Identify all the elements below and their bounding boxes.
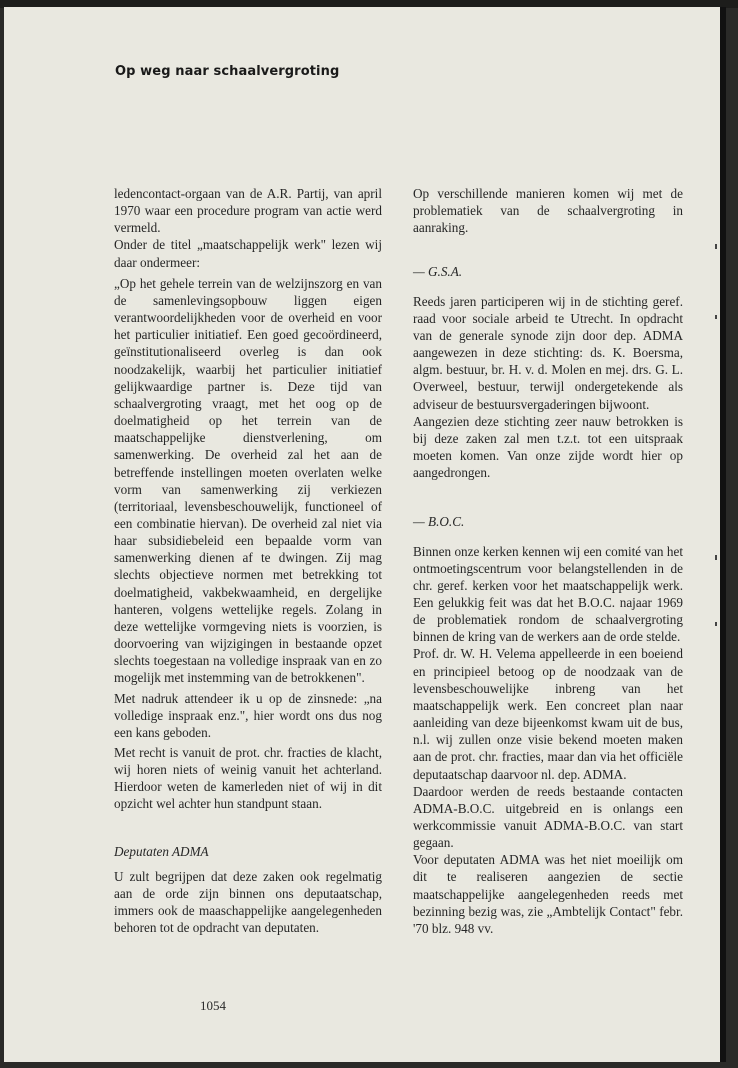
scan-speck — [715, 315, 717, 319]
scan-speck — [715, 555, 717, 560]
paragraph: Onder de titel „maatschappelijk werk" lezen wij daar ondermeer: — [114, 237, 382, 270]
paragraph: Met nadruk attendeer ik u op de zinsnede: „na volledige inspraak enz.", hier wordt ons dus nog een kans geboden. — [114, 690, 382, 740]
scan-speck — [715, 622, 717, 626]
quote-paragraph: „Op het gehele terrein van de welzijnszorg en van de samenlevingsopbouw liggen eigen verantwoordelijkheden voor de overheid en voor het particulier initiatief. Een goed gecoördineerd, geïnstitutionaliseerd overleg is dan ook noodzakelijk, waarbij het particulier initiatief gelijkwaardige partner is. Deze tijd van schaalvergroting vraagt, met het oog op de doelmatigheid op het terrein van de maatschappelijke dienstverlening, om samenwerking. De overheid zal het aan de betreffende instellingen moeten overlaten welke vorm van samenwerking zij verkiezen (territoriaal, levensbeschouwelijk, functioneel of een combinatie hiervan). De overheid zal niet via haar subsidiebeleid een bepaalde vorm van samenwerking dienen af te dwingen. Zij mag slechts objectieve normen met betrekking tot doelmatigheid, vakbekwaamheid, en dergelijke hanteren, volgens wettelijke regels. Zolang in deze wettelijke vormgeving niets is voorzien, is doorvoering van wijzigingen in bestaande opzet slechts toegestaan na volledige inspraak van en zo mogelijk met instemming van de betrokkenen". — [114, 275, 382, 686]
paragraph: Daardoor werden de reeds bestaande contacten ADMA-B.O.C. uitgebreid en is onlangs een werkcommissie vanuit ADMA-B.O.C. van start gegaan. — [413, 783, 683, 851]
left-column — [114, 185, 382, 936]
paragraph: Op verschillende manieren komen wij met de problematiek van de schaalvergroting in aanraking. — [413, 186, 683, 236]
section-heading-gsa: — G.S.A. — [413, 264, 463, 280]
page-number: 1054 — [200, 998, 226, 1013]
paragraph: ledencontact-orgaan van de A.R. Partij, van april 1970 waar een procedure program van actie werd vermeld. — [114, 186, 382, 236]
scan-speck — [715, 244, 717, 249]
paragraph: Met recht is vanuit de prot. chr. fracties de klacht, wij horen niets of weinig vanuit het achterland. Hierdoor weten de kamerleden niet of wij in dit opzicht wel achter hun standpunt staan. — [114, 745, 382, 812]
paragraph: Prof. dr. W. H. Velema appelleerde in een boeiend en principieel betoog op de noodzaak van de levensbeschouwelijke inbreng van het maatschappelijk werk. Een concreet plan naar aanleiding van deze bijeenkomst kwam uit de bus, n.l. wij zullen onze visie bekend moeten maken aan de prot. chr. fracties, maar dan via het officiële deputaatschap daarvoor nl. dep. ADMA. — [413, 646, 683, 782]
section-heading-deputaten-adma: Deputaten ADMA — [114, 843, 209, 859]
paragraph: Reeds jaren participeren wij in de stichting geref. raad voor sociale arbeid te Utrecht. In opdracht van de generale synode zijn door dep. ADMA aangewezen in deze stichting: ds. K. Boersma, algm. bestuur, br. H. v. d. Molen en mej. drs. G. L. Overweel, bestuur, terwijl ondergetekende als adviseur de bestuursvergaderingen bijwoont. — [413, 293, 683, 412]
paragraph: Aangezien deze stichting zeer nauw betrokken is bij deze zaken zal men t.z.t. tot een uitspraak moeten komen. Van onze zijde wordt hier op aangedrongen. — [413, 413, 683, 481]
right-column — [413, 185, 683, 937]
section-heading-boc: — B.O.C. — [413, 514, 465, 530]
paragraph: Voor deputaten ADMA was het niet moeilijk om dit te realiseren aangezien de sectie maatschappelijke aangelegenheden reeds met bezinning bezig was, zie „Ambtelijk Contact" febr. '70 blz. 948 vv. — [413, 852, 683, 936]
paragraph: U zult begrijpen dat deze zaken ook regelmatig aan de orde zijn binnen ons deputaatschap, immers ook de maaschappelijke aangelegenheden behoren tot de opdracht van deputaten. — [114, 868, 382, 936]
paragraph: Binnen onze kerken kennen wij een comité van het ontmoetingscentrum voor belangstellenden in de chr. geref. kerken voor het maatschappelijk werk. Een gelukkig feit was dat het B.O.C. najaar 1969 de problematiek rondom de schaalvergroting binnen de kring van de werkers aan de orde stelde. — [413, 543, 683, 645]
running-title: Op weg naar schaalvergroting — [115, 64, 340, 79]
